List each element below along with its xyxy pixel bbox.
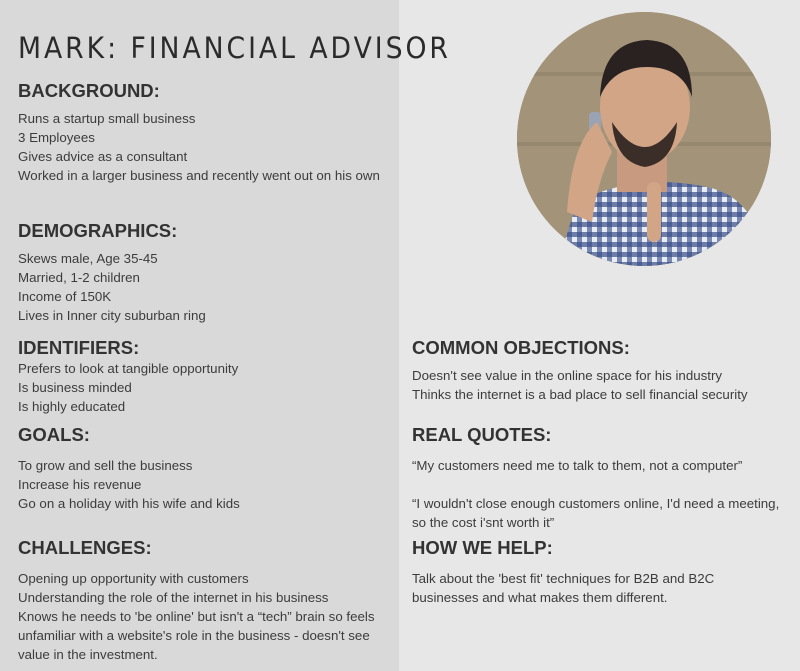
- list-item: Doesn't see value in the online space for his industry: [412, 368, 723, 383]
- quote-item: so the cost i'snt worth it”: [412, 515, 555, 530]
- list-item: businesses and what makes them different.: [412, 590, 668, 605]
- section-identifiers: [18, 337, 238, 416]
- list-item: Thinks the internet is a bad place to sell financial security: [412, 387, 748, 402]
- spacer: [412, 475, 779, 494]
- section-background: [18, 80, 380, 185]
- list-item: Is business minded: [18, 380, 132, 395]
- person-photo-icon: [517, 12, 771, 266]
- list-item: Knows he needs to 'be online' but isn't a “tech” brain so feels: [18, 609, 375, 624]
- section-objections: [412, 337, 748, 404]
- list-item: Runs a startup small business: [18, 111, 196, 126]
- list-item: Worked in a larger business and recently went out on his own: [18, 168, 380, 183]
- list-item: Skews male, Age 35-45: [18, 251, 158, 266]
- section-heading: COMMON OBJECTIONS:: [412, 337, 630, 358]
- quote-item: “My customers need me to talk to them, not a computer”: [412, 458, 743, 473]
- list-item: Gives advice as a consultant: [18, 149, 188, 164]
- section-goals: [18, 424, 240, 513]
- section-heading: BACKGROUND:: [18, 80, 160, 101]
- section-help: [412, 537, 714, 607]
- list-item: Married, 1-2 children: [18, 270, 140, 285]
- section-heading: IDENTIFIERS:: [18, 337, 140, 358]
- list-item: Income of 150K: [18, 289, 112, 304]
- section-demographics: [18, 220, 206, 325]
- page-title: MARK: FINANCIAL ADVISOR: [18, 31, 451, 66]
- list-item: Go on a holiday with his wife and kids: [18, 496, 240, 511]
- quote-item: “I wouldn't close enough customers online, I'd need a meeting,: [412, 496, 780, 511]
- persona-photo: [517, 12, 771, 266]
- list-item: Increase his revenue: [18, 477, 142, 492]
- list-item: Talk about the 'best fit' techniques for B2B and B2C: [412, 571, 715, 586]
- section-heading: DEMOGRAPHICS:: [18, 220, 178, 241]
- section-quotes: [412, 424, 779, 532]
- section-heading: GOALS:: [18, 424, 90, 445]
- list-item: To grow and sell the business: [18, 458, 193, 473]
- section-challenges: [18, 537, 375, 664]
- list-item: unfamiliar with a website's role in the business - doesn't see: [18, 628, 370, 643]
- section-heading: REAL QUOTES:: [412, 424, 552, 445]
- list-item: Understanding the role of the internet in his business: [18, 590, 329, 605]
- list-item: Is highly educated: [18, 399, 126, 414]
- section-heading: HOW WE HELP:: [412, 537, 553, 558]
- list-item: 3 Employees: [18, 130, 95, 145]
- list-item: Opening up opportunity with customers: [18, 571, 249, 586]
- list-item: value in the investment.: [18, 647, 158, 662]
- list-item: Prefers to look at tangible opportunity: [18, 361, 239, 376]
- list-item: Lives in Inner city suburban ring: [18, 308, 206, 323]
- section-heading: CHALLENGES:: [18, 537, 152, 558]
